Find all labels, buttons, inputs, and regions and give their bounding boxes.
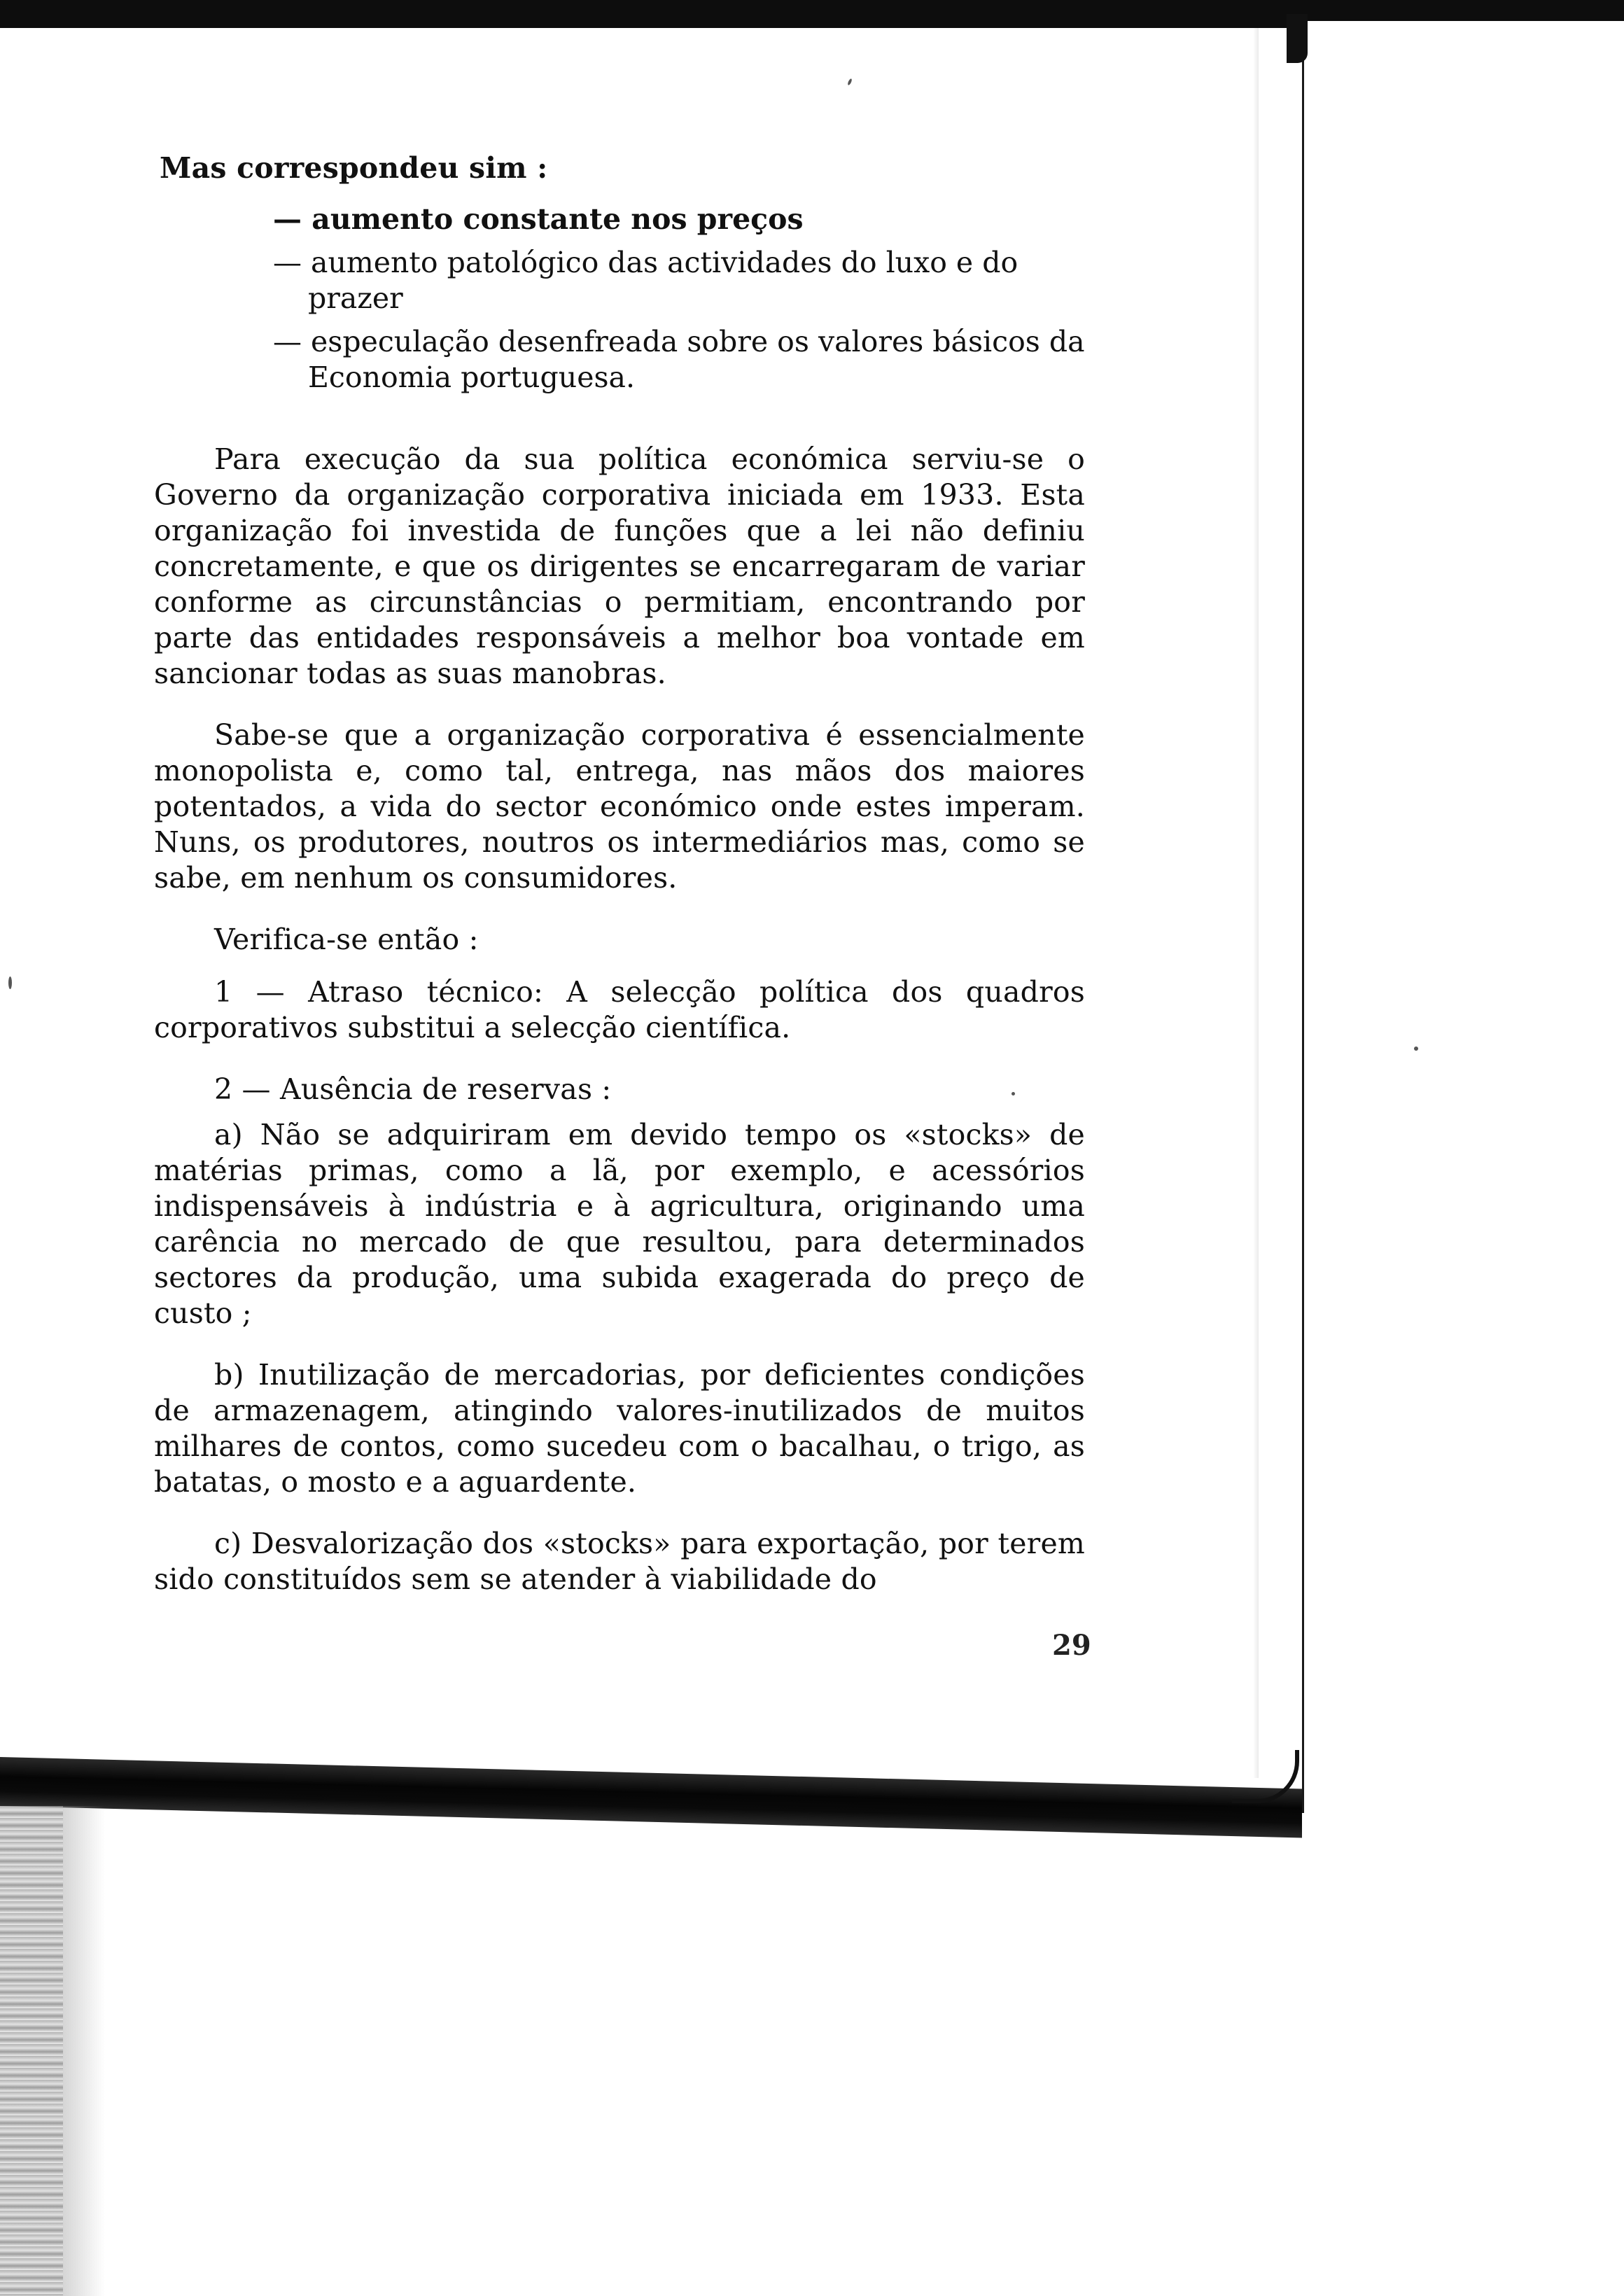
paragraph-item-1: 1 — Atraso técnico: A selecção política dos quadros corporativos substitui a selecção científica. — [154, 975, 1085, 1044]
scan-right-margin — [1302, 21, 1624, 1813]
scan-speck — [847, 78, 853, 86]
list-item: — especulação desenfreada sobre os valores básicos da Economia portuguesa. — [273, 325, 1085, 394]
paragraph-item-c: c) Desvalorização dos «stocks» para exportação, por terem sido constituídos sem se atender à viabilidade do — [154, 1527, 1085, 1596]
book-spine-edge — [0, 1806, 63, 2296]
scan-bottom-border — [0, 1757, 1302, 1837]
paragraph-item-b: b) Inutilização de mercadorias, por deficientes condições de armazenagem, atingindo valores-inutilizados de muitos milhares de contos, como sucedeu com o bacalhau, o trigo, as batatas, o mosto e a aguardente. — [154, 1358, 1085, 1499]
list-item: — aumento constante nos preços — [273, 202, 804, 236]
scan-corner-fold — [1287, 14, 1308, 63]
page-edge-shadow — [1253, 28, 1259, 1778]
scan-speck — [1414, 1046, 1418, 1051]
paragraph-verifica: Verifica-se então : — [214, 923, 479, 956]
paragraph-corporative-organization: Para execução da sua política económica serviu-se o Governo da organização corporativa iniciada em 1933. Esta organização foi investida de funções que a lei não definiu concretamente, e que os dirigentes se encarregaram de variar conforme as circunstâncias o permitiam, encontrando por parte das entidades responsáveis a melhor boa vontade em sancionar todas as suas manobras. — [154, 442, 1085, 690]
list-item: — aumento patológico das actividades do luxo e do prazer — [273, 246, 1018, 315]
document-page — [154, 150, 1085, 1623]
paragraph-item-2: 2 — Ausência de reservas : — [214, 1072, 612, 1106]
bullet-list — [154, 202, 1085, 396]
page-number: 29 — [1052, 1629, 1091, 1662]
scan-speck — [8, 976, 12, 989]
section-heading: Mas correspondeu sim : — [160, 151, 548, 185]
paragraph-item-a: a) Não se adquiriram em devido tempo os «stocks» de matérias primas, como a lã, por exemplo, e acessórios indispensáveis à indústria e à agricultura, originando uma carência no mercado de que resultou, para determinados sectores da produção, uma subida exagerada do preço de custo ; — [154, 1118, 1085, 1330]
book-spine-shadow — [63, 1806, 105, 2296]
paragraph-monopoly: Sabe-se que a organização corporativa é essencialmente monopolista e, como tal, entrega, nas mãos dos maiores potentados, a vida do sector económico onde estes imperam. Nuns, os produtores, noutros os intermediários mas, como se sabe, em nenhum os consumidores. — [154, 718, 1085, 895]
